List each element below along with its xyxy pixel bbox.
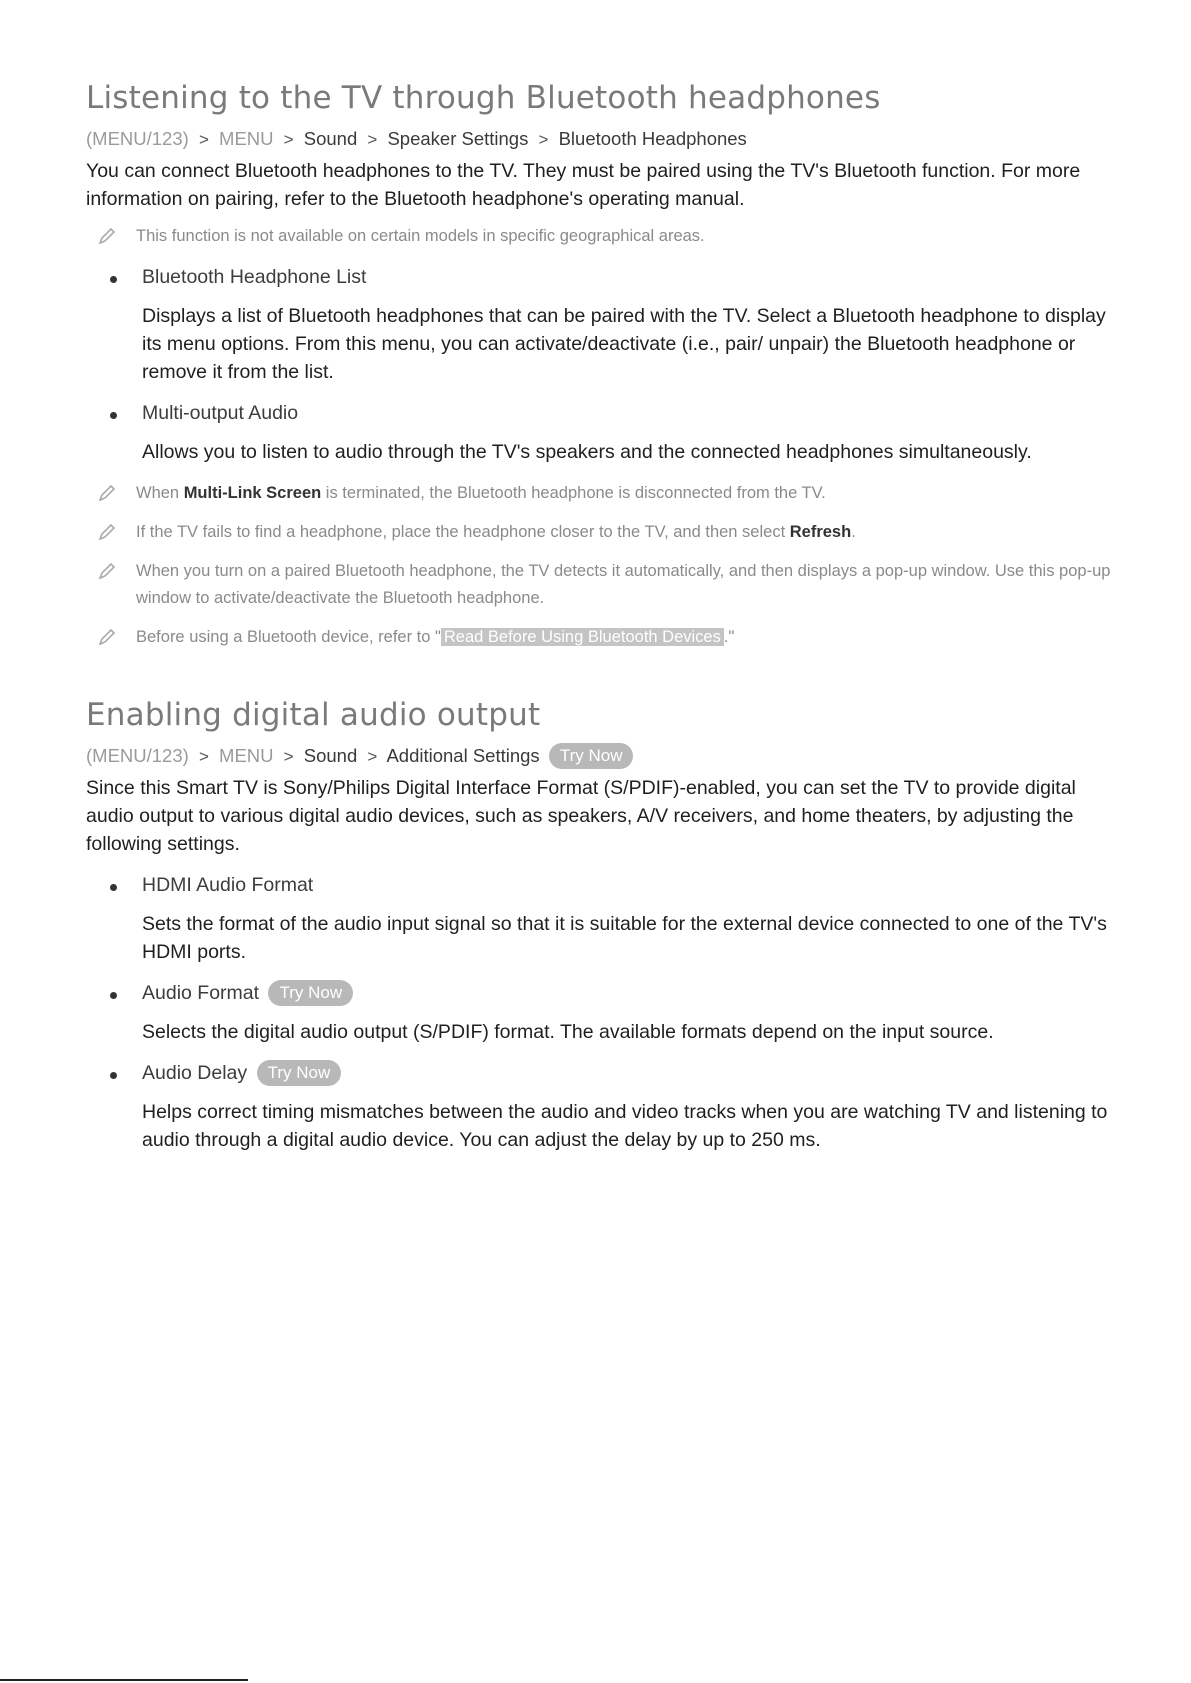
bullet-audio-format	[86, 980, 1116, 1046]
path-menu: MENU	[219, 128, 274, 149]
pencil-icon	[96, 560, 118, 582]
path-item-additional-settings: Additional Settings	[386, 745, 540, 766]
bullet-title: Audio Format Try Now	[142, 980, 1116, 1006]
section-title-bluetooth: Listening to the TV through Bluetooth headphones	[86, 80, 881, 116]
bullet-title: Audio Delay Try Now	[142, 1060, 1116, 1086]
bold-term-refresh: Refresh	[789, 523, 852, 541]
pencil-icon	[96, 225, 118, 247]
path-separator: >	[283, 130, 294, 149]
menu-path-bluetooth	[86, 126, 1116, 153]
note-refresh: If the TV fails to find a headphone, place the headphone closer to the TV, and then select Refresh.	[86, 519, 1116, 546]
note-multi-link: When Multi-Link Screen is terminated, the Bluetooth headphone is disconnected from the TV.	[86, 480, 1116, 507]
path-prefix: (MENU/123)	[86, 128, 189, 149]
try-now-button[interactable]: Try Now	[268, 980, 353, 1006]
bullet-desc: Helps correct timing mismatches between the audio and video tracks when you are watching TV and listening to audio through a digital audio device. You can adjust the delay by up to 250 ms.	[142, 1101, 1108, 1151]
bullet-desc: Allows you to listen to audio through the TV's speakers and the connected headphones simultaneously.	[142, 441, 1032, 463]
path-prefix: (MENU/123)	[86, 745, 189, 766]
pencil-icon	[96, 626, 118, 648]
bullet-title: Multi-output Audio	[142, 402, 299, 424]
bullet-desc: Sets the format of the audio input signal so that it is suitable for the external device connected to one of the TV's HDMI ports.	[142, 913, 1107, 963]
bullet-hdmi-audio-format	[86, 872, 1116, 966]
bullet-title: Bluetooth Headphone List	[142, 266, 367, 288]
note-auto-detect: When you turn on a paired Bluetooth headphone, the TV detects it automatically, and then displays a pop-up window. Use this pop-up window to activate/deactivate the Bluetooth headphone.	[86, 558, 1116, 612]
bullet-desc: Selects the digital audio output (S/PDIF) format. The available formats depend on the input source.	[142, 1021, 994, 1043]
bullet-dot	[110, 276, 117, 283]
path-separator: >	[198, 747, 209, 766]
path-separator: >	[367, 747, 378, 766]
section-digital-audio	[86, 695, 1116, 1154]
link-read-before-using-bluetooth[interactable]: Read Before Using Bluetooth Devices	[441, 628, 724, 646]
bullet-dot	[110, 412, 117, 419]
footer-rule	[0, 1679, 248, 1681]
bold-term-multi-link-screen: Multi-Link Screen	[183, 484, 322, 502]
section-title-digital-audio: Enabling digital audio output	[86, 697, 541, 733]
path-separator: >	[367, 130, 378, 149]
path-separator: >	[538, 130, 549, 149]
path-item-sound: Sound	[303, 128, 358, 149]
path-item-bluetooth-headphones: Bluetooth Headphones	[558, 128, 747, 149]
try-now-button[interactable]: Try Now	[549, 743, 634, 769]
bullet-dot	[110, 1072, 117, 1079]
path-separator: >	[283, 747, 294, 766]
bullet-desc: Displays a list of Bluetooth headphones that can be paired with the TV. Select a Bluetooth headphone to display its menu options. From this menu, you can activate/deactivate (i.e., pair/ unpair) the Bluetooth headphone or remove it from the list.	[142, 305, 1106, 383]
path-menu: MENU	[219, 745, 274, 766]
pencil-icon	[96, 521, 118, 543]
note-before-using: Before using a Bluetooth device, refer to " Read Before Using Bluetooth Devices ."	[86, 624, 1116, 651]
note-availability: This function is not available on certain models in specific geographical areas.	[86, 223, 1116, 250]
try-now-button[interactable]: Try Now	[257, 1060, 342, 1086]
path-separator: >	[198, 130, 209, 149]
intro-paragraph-digital-audio: Since this Smart TV is Sony/Philips Digital Interface Format (S/PDIF)-enabled, you can set the TV to provide digital audio output to various digital audio devices, such as speakers, A/V receivers, and home theaters, by adjusting the following settings.	[86, 777, 1076, 855]
path-item-sound: Sound	[303, 745, 358, 766]
intro-paragraph-bluetooth: You can connect Bluetooth headphones to the TV. They must be paired using the TV's Bluetooth function. For more information on pairing, refer to the Bluetooth headphone's operating manual.	[86, 160, 1081, 210]
manual-page	[86, 78, 1116, 1154]
bullet-title: HDMI Audio Format	[142, 874, 314, 896]
bullet-dot	[110, 992, 117, 999]
bullet-audio-delay	[86, 1060, 1116, 1154]
bullet-dot	[110, 884, 117, 891]
bullet-headphone-list	[86, 264, 1116, 386]
pencil-icon	[96, 482, 118, 504]
path-item-speaker-settings: Speaker Settings	[387, 128, 529, 149]
bullet-multi-output	[86, 400, 1116, 466]
menu-path-digital-audio	[86, 743, 1116, 770]
